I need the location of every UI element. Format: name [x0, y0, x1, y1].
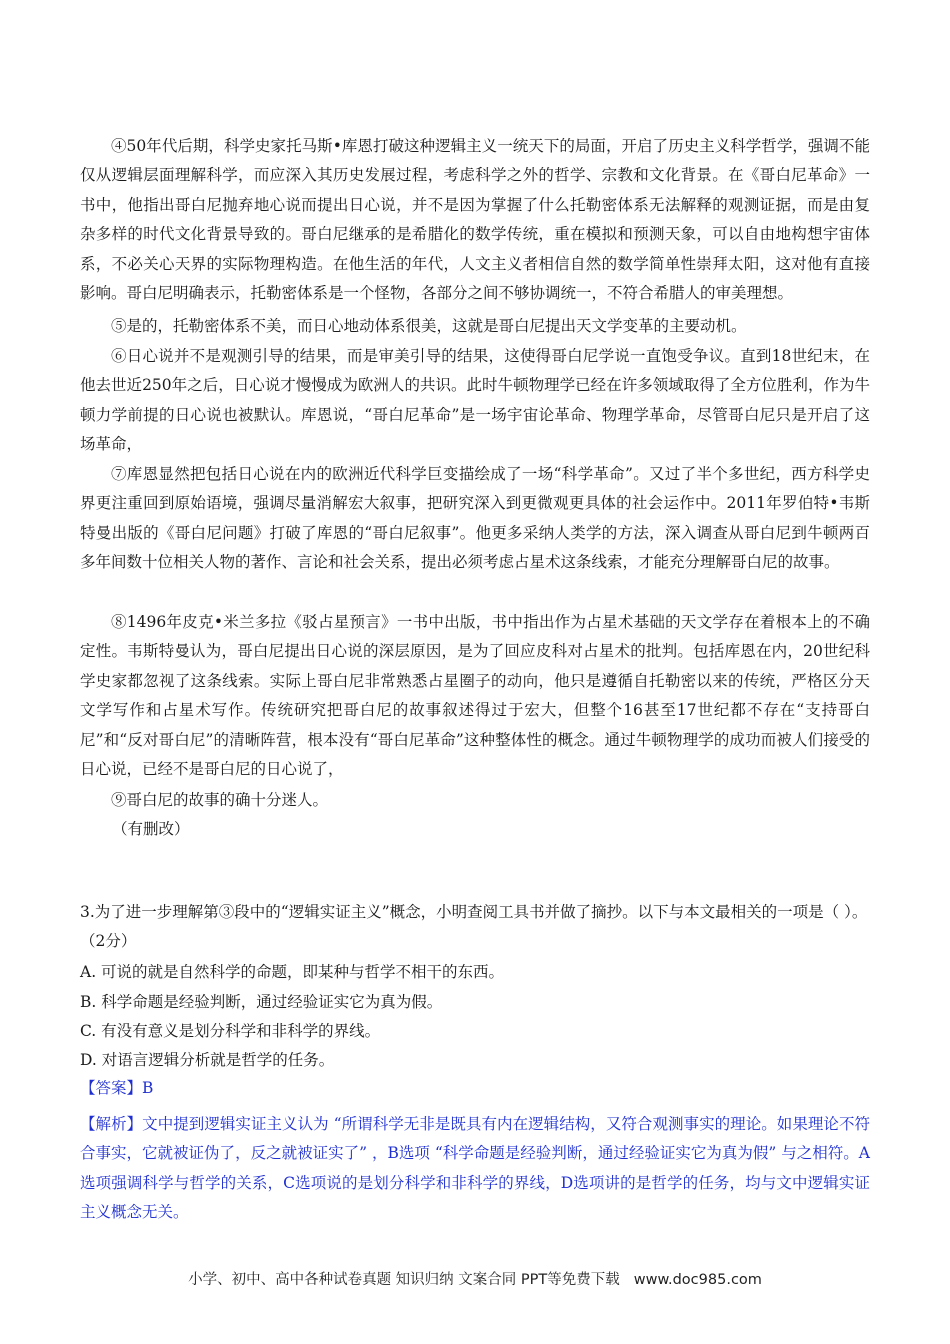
option-d: D. 对语言逻辑分析就是哲学的任务。 [80, 1051, 335, 1069]
footer-site-link[interactable]: www.doc985.com [633, 1272, 762, 1288]
answer-tag: 【答案】 [80, 1079, 143, 1097]
paragraph-5: ⑤是的，托勒密体系不美，而日心地动体系很美，这就是哥白尼提出天文学变革的主要动机。 [111, 317, 747, 335]
answer-value: B [142, 1079, 154, 1097]
paragraph-8: ⑧1496年皮克•米兰多拉《驳占星预言》一书中出版，书中指出作为占星术基础的天文学存在着根本上的不确定性。韦斯特曼认为，哥白尼提出日心说的深层原因，是为了回应皮科对占星术的批判。包括库恩在内，20世纪科学史家都忽视了这条线索。实际上哥白尼非常熟悉占星圈子的动向，他只是遵循自托勒密以来的传统，严格区分天文学写作和占星术写作。传统研究把哥白尼的故事叙述得过于宏大，但整个16甚至17世纪都不存在“支持哥白尼”和“反对哥白尼”的清晰阵营，根本没有“哥白尼革命”这种整体性的概念。通过牛顿物理学的成功而被人们接受的日心说，已经不是哥白尼的日心说了， [80, 613, 870, 779]
paragraph-9: ⑨哥白尼的故事的确十分迷人。 [111, 791, 329, 809]
paragraph-4: ④50年代后期，科学史家托马斯•库恩打破这种逻辑主义一统天下的局面，开启了历史主义科学哲学，强调不能仅从逻辑层面理解科学，而应深入其历史发展过程，考虑科学之外的哲学、宗教和文化背景。在《哥白尼革命》一书中，他指出哥白尼抛弃地心说而提出日心说，并不是因为掌握了什么托勒密体系无法解释的观测证据，而是由复杂多样的时代文化背景导致的。哥白尼继承的是希腊化的数学传统，重在模拟和预测天象，可以自由地构想宇宙体系，不必关心天界的实际物理构造。在他生活的年代，人文主义者相信自然的数学简单性崇拜太阳，这对他有直接影响。哥白尼明确表示，托勒密体系是一个怪物，各部分之间不够协调统一，不符合希腊人的审美理想。 [80, 137, 870, 303]
option-a: A. 可说的就是自然科学的命题，即某种与哲学不相干的东西。 [80, 963, 505, 981]
question-stem: 3.为了进一步理解第③段中的“逻辑实证主义”概念，小明查阅工具书并做了摘抄。以下与本文最相关的一项是（ ）。（2分） [80, 903, 868, 951]
edit-note: （有删改） [112, 820, 190, 838]
option-c: C. 有没有意义是划分科学和非科学的界线。 [80, 1022, 381, 1040]
analysis-tag: 【解析】 [80, 1115, 143, 1133]
page-footer [0, 1268, 950, 1289]
paragraph-6: ⑥日心说并不是观测引导的结果，而是审美引导的结果，这使得哥白尼学说一直饱受争议。直到18世纪末，在他去世近250年之后，日心说才慢慢成为欧洲人的共识。此时牛顿物理学已经在许多领域取得了全方位胜利，作为牛顿力学前提的日心说也被默认。库恩说，“哥白尼革命”是一场宇宙论革命、物理学革命，尽管哥白尼只是开启了这场革命， [80, 347, 870, 454]
analysis-block [80, 1110, 870, 1228]
answer-line [80, 1074, 870, 1103]
footer-text: 小学、初中、高中各种试卷真题 知识归纳 文案合同 PPT等免费下载 [188, 1272, 620, 1288]
option-b: B. 科学命题是经验判断，通过经验证实它为真为假。 [80, 993, 443, 1011]
analysis-text: 文中提到逻辑实证主义认为 “所谓科学无非是既具有内在逻辑结构，又符合观测事实的理论。如果理论不符合事实，它就被证伪了，反之就被证实了” ，B选项 “科学命题是经验判断，通过经验证实它为真为假” 与之相符。A选项强调科学与哲学的关系，C选项说的是划分科学和非科学的界线，D选项讲的是哲学的任务，均与文中逻辑实证主义概念无关。 [80, 1115, 870, 1222]
paragraph-7: ⑦库恩显然把包括日心说在内的欧洲近代科学巨变描绘成了一场“科学革命”。又过了半个多世纪，西方科学史界更注重回到原始语境，强调尽量消解宏大叙事，把研究深入到更微观更具体的社会运作中。2011年罗伯特•韦斯特曼出版的《哥白尼问题》打破了库恩的“哥白尼叙事”。他更多采纳人类学的方法，深入调查从哥白尼到牛顿两百多年间数十位相关人物的著作、言论和社会关系，提出必须考虑占星术这条线索，才能充分理解哥白尼的故事。 [80, 465, 870, 572]
